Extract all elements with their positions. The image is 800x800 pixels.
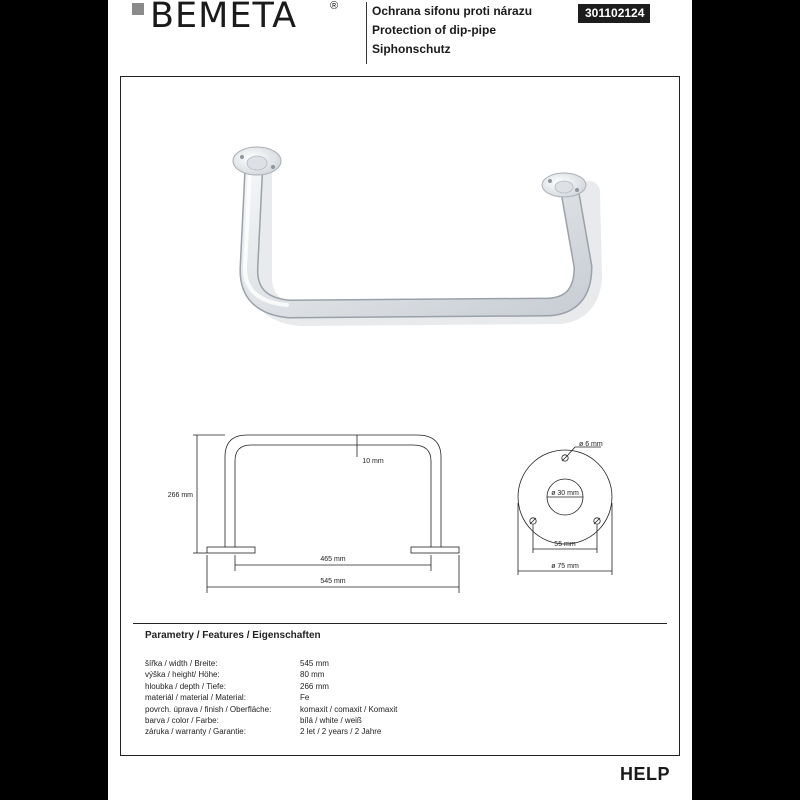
inner-width-dimension: 465 mm — [320, 556, 346, 563]
title-czech: Ochrana sifonu proti nárazu — [372, 4, 533, 18]
product-titles — [372, 2, 532, 59]
brand-logo: BEMETA — [150, 0, 298, 36]
param-row — [145, 692, 397, 703]
param-row — [145, 704, 397, 715]
param-value: 80 mm — [300, 670, 325, 680]
param-row — [145, 658, 397, 669]
center-diameter-label: ø 30 mm — [551, 490, 579, 497]
tube-dimension: 10 mm — [362, 458, 384, 465]
param-value: 266 mm — [300, 681, 329, 691]
param-value: komaxit / comaxit / Komaxit — [300, 704, 398, 714]
param-row — [145, 669, 397, 680]
param-key: povrch. úprava / finish / Oberfläche: — [145, 704, 272, 714]
param-row — [145, 715, 397, 726]
param-key: šířka / width / Breite: — [145, 659, 218, 668]
param-value: bílá / white / weiß — [300, 716, 362, 726]
header-divider — [366, 2, 367, 64]
content-frame — [120, 76, 680, 756]
param-key: materiál / material / Material: — [145, 693, 246, 703]
height-dimension: 266 mm — [167, 492, 193, 499]
technical-drawing — [121, 413, 679, 623]
hole-diameter-label: ø 6 mm — [579, 441, 603, 448]
front-view — [193, 435, 459, 593]
param-value: Fe — [300, 693, 310, 703]
param-key: barva / color / Farbe: — [145, 716, 219, 726]
product-photo — [121, 77, 679, 413]
registered-mark: ® — [330, 0, 339, 12]
product-sheet — [108, 0, 692, 800]
total-width-dimension: 545 mm — [320, 578, 346, 585]
flange-view — [518, 447, 612, 575]
title-english: Protection of dip-pipe — [372, 23, 496, 37]
param-key: hloubka / depth / Tiefe: — [145, 681, 226, 691]
param-row — [145, 726, 397, 737]
parameters-table — [145, 658, 397, 738]
product-code-badge: 301102124 — [578, 4, 650, 23]
outer-diameter-label: ø 75 mm — [551, 563, 579, 570]
param-key: záruka / warranty / Garantie: — [145, 727, 246, 737]
title-german: Siphonschutz — [372, 42, 451, 56]
parameters-divider — [133, 623, 667, 624]
param-value: 2 let / 2 years / 2 Jahre — [300, 727, 382, 737]
param-value: 545 mm — [300, 659, 329, 668]
logo-square — [132, 3, 144, 15]
parameters-title: Parametry / Features / Eigenschaften — [145, 630, 321, 641]
param-key: výška / height/ Höhe: — [145, 670, 220, 680]
series-name: HELP — [620, 764, 671, 784]
param-row — [145, 681, 397, 692]
hole-spacing-label: 55 mm — [554, 541, 576, 548]
